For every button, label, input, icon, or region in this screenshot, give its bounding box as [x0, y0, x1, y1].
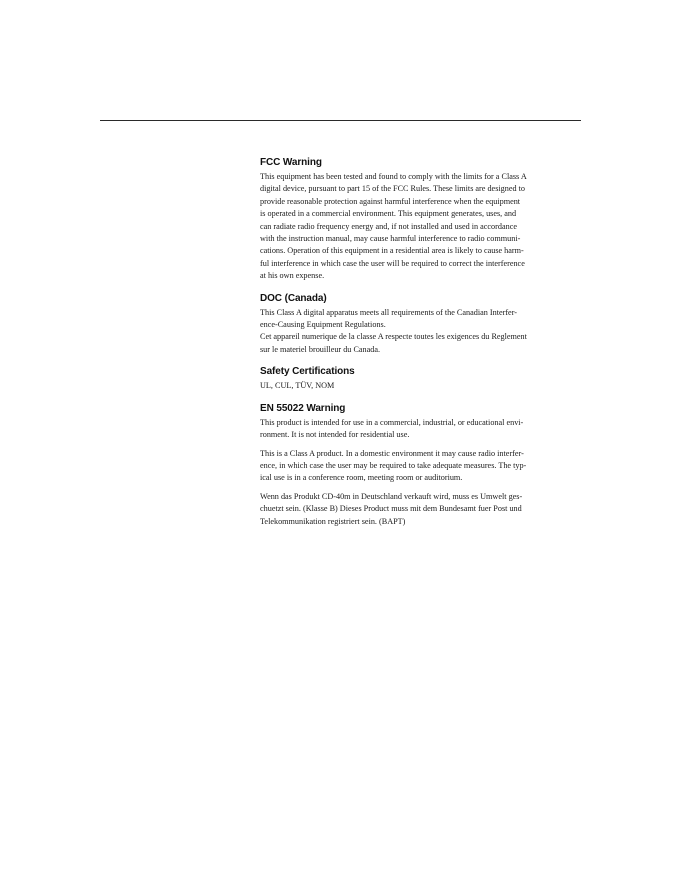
safety-certifications-section [260, 365, 580, 392]
en55022-intended-use-text: This product is intended for use in a commercial, industrial, or educational envi- ronment. It is not intended for residential use. [260, 417, 524, 440]
doc-canada-section [260, 292, 580, 357]
en55022-german-notice-text: Wenn das Produkt CD-40m in Deutschland verkauft wird, muss es Umwelt ges- chuetzt sein. (Klasse B) Dieses Product muss mit dem Bundesamt fuer Post und Telekommunikation registriert sein. (BAPT) [260, 491, 523, 526]
en55022-warning-section [260, 402, 580, 528]
regulatory-notices [260, 156, 580, 528]
fcc-warning-heading: FCC Warning [260, 157, 322, 168]
en55022-warning-heading: EN 55022 Warning [260, 402, 346, 414]
safety-certifications-list: UL, CUL, TÜV, NOM [260, 381, 335, 391]
doc-canada-text-english: This Class A digital apparatus meets all requirements of the Canadian Interfer- ence-Causing Equipment Regulations. [260, 307, 517, 330]
header-rule [100, 120, 581, 121]
fcc-warning-text: This equipment has been tested and found to comply with the limits for a Class A digital device, pursuant to part 15 of the FCC Rules. These limits are designed to provide reasonable protection against harmful interference when the equipment is operated in a commercial environment. This equipment generates, uses, and can radiate radio frequency energy and, if not installed and used in accordance with the instruction manual, may cause harmful interference to radio communi- cations. Operation of this equipment in a residential area is likely to cause harm- ful interference in which case the user will be required to correct the interference at his own expense. [260, 172, 527, 281]
fcc-warning-section [260, 156, 580, 283]
en55022-class-a-text: This is a Class A product. In a domestic environment it may cause radio interfer- ence, in which case the user may be required to take adequate measures. The typ- ical use is in a conference room, meeting room or auditorium. [260, 448, 527, 483]
doc-canada-text-french: Cet appareil numerique de la classe A respecte toutes les exigences du Reglement sur le materiel brouilleur du Canada. [260, 332, 527, 354]
safety-certifications-heading: Safety Certifications [260, 366, 355, 378]
doc-canada-heading: DOC (Canada) [260, 292, 327, 304]
